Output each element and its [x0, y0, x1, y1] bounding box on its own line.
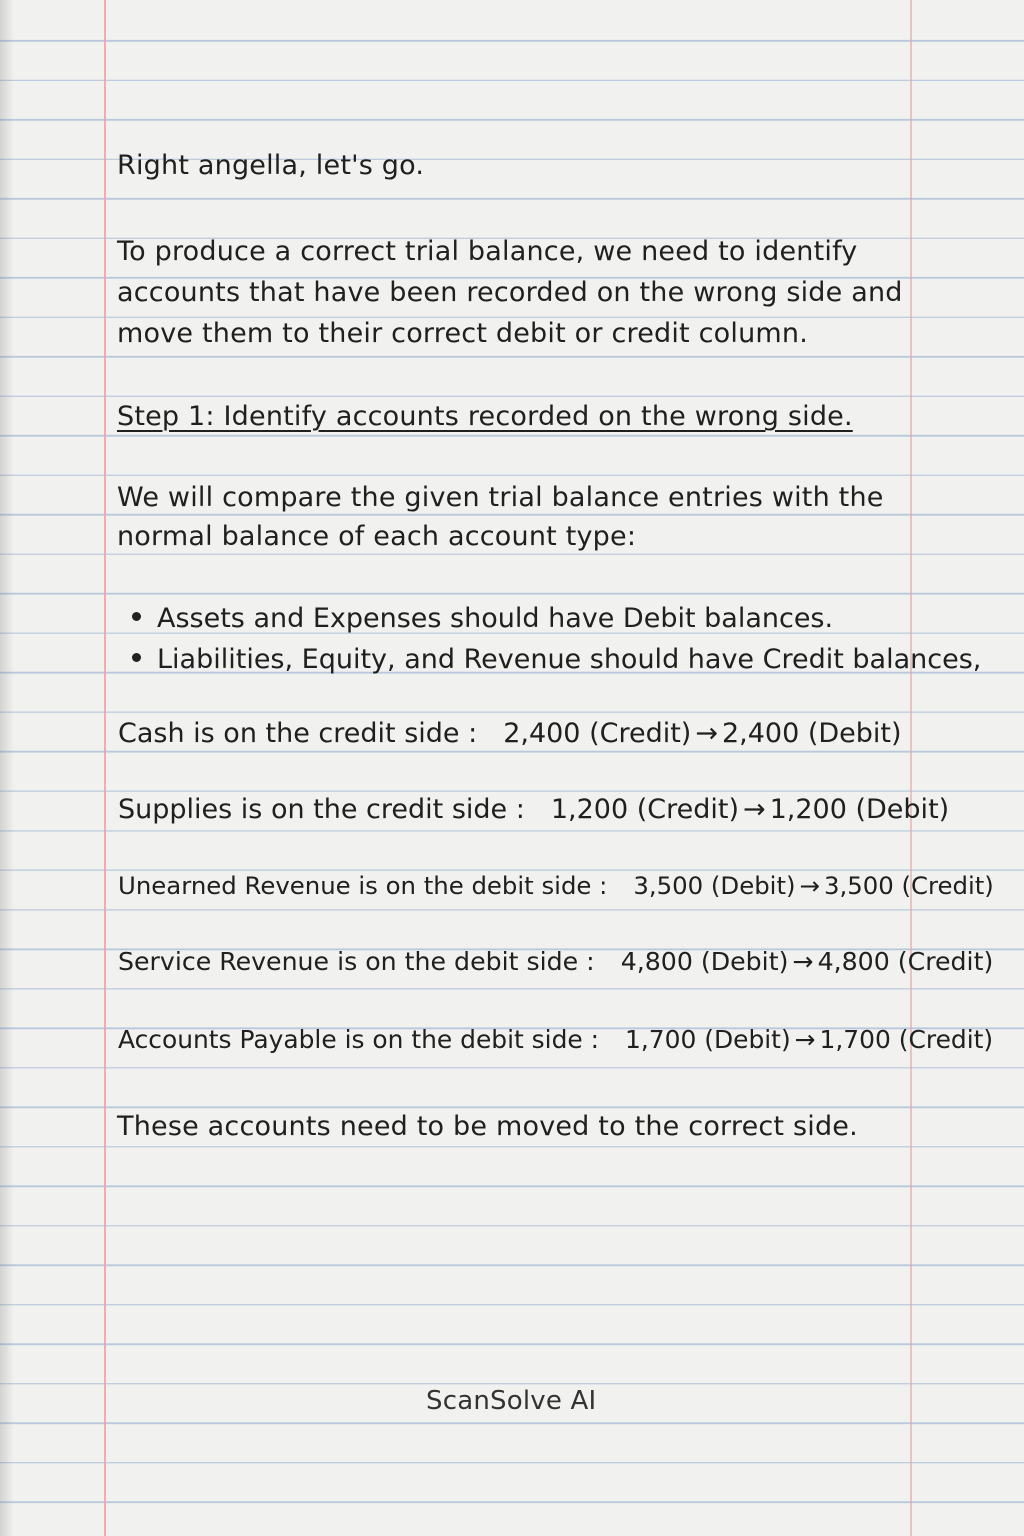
- entry-from: 1,700 (Debit): [625, 1025, 791, 1054]
- arrow-icon: →: [799, 871, 820, 900]
- entry-from: 2,400 (Credit): [503, 718, 692, 749]
- normal-balance-list: [132, 598, 981, 680]
- bullet-text: Assets and Expenses should have Debit balances.: [157, 603, 834, 634]
- entry-label: Cash is on the credit side :: [118, 718, 478, 749]
- list-item: [132, 639, 981, 680]
- arrow-icon: →: [792, 947, 814, 976]
- arrow-icon: →: [695, 718, 718, 749]
- intro-line-3: move them to their correct debit or credit column.: [117, 318, 808, 349]
- bullet-text: Liabilities, Equity, and Revenue should have Credit balances,: [157, 644, 982, 675]
- entry-label: Unearned Revenue is on the debit side :: [118, 871, 608, 900]
- compare-line-1: We will compare the given trial balance entries with the: [117, 482, 884, 513]
- entry-supplies: [118, 794, 949, 825]
- greeting: Right angella, let's go.: [117, 150, 425, 181]
- page-edge-shadow: [0, 0, 14, 1536]
- entry-from: 4,800 (Debit): [620, 947, 789, 976]
- bullet-icon: [132, 612, 141, 621]
- entry-to: 1,700 (Credit): [819, 1025, 994, 1054]
- entry-cash: [118, 718, 902, 749]
- left-margin-line: [104, 0, 106, 1536]
- entry-to: 4,800 (Credit): [817, 947, 994, 976]
- entry-label: Supplies is on the credit side :: [118, 794, 525, 825]
- entry-from: 1,200 (Credit): [550, 794, 739, 825]
- entry-to: 1,200 (Debit): [769, 794, 950, 825]
- right-margin-line: [910, 0, 912, 1536]
- entry-unearned-revenue: [118, 871, 994, 900]
- conclusion: These accounts need to be moved to the correct side.: [117, 1111, 858, 1142]
- entry-label: Service Revenue is on the debit side :: [118, 947, 595, 976]
- intro-line-1: To produce a correct trial balance, we need to identify: [117, 236, 858, 267]
- bullet-icon: [132, 653, 141, 662]
- brand-footer: ScanSolve AI: [426, 1386, 597, 1416]
- entry-from: 3,500 (Debit): [633, 871, 796, 900]
- compare-line-2: normal balance of each account type:: [117, 521, 637, 552]
- entry-label: Accounts Payable is on the debit side :: [118, 1025, 600, 1054]
- entry-service-revenue: [118, 947, 993, 976]
- entry-accounts-payable: [118, 1025, 993, 1054]
- arrow-icon: →: [742, 794, 766, 825]
- entry-to: 2,400 (Debit): [721, 718, 902, 749]
- list-item: [132, 598, 981, 639]
- step-heading: Step 1: Identify accounts recorded on the wrong side.: [117, 401, 853, 432]
- intro-line-2: accounts that have been recorded on the wrong side and: [117, 277, 903, 308]
- arrow-icon: →: [794, 1025, 816, 1054]
- entry-to: 3,500 (Credit): [823, 871, 994, 900]
